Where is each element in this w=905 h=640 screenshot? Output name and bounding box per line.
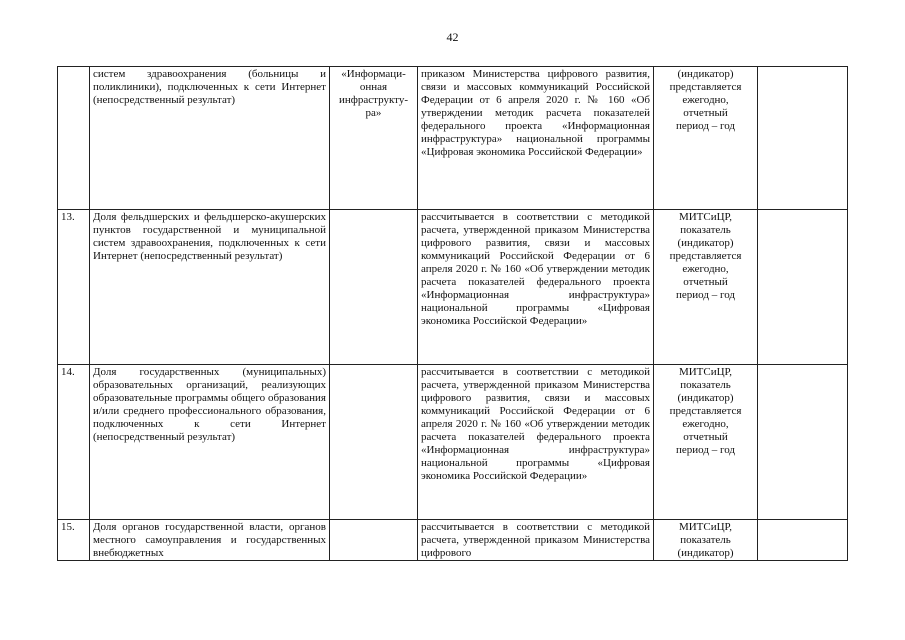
table-row xyxy=(58,67,848,210)
indicator-name: систем здравоохранения (больницы и поликлиники), подключенных к сети Интернет (непосредственный результат) xyxy=(90,67,330,210)
page-number: 42 xyxy=(446,30,459,44)
empty-cell xyxy=(758,67,848,210)
calculation-method: рассчитывается в соответствии с методикой расчета, утвержденной приказом Министерства цифрового xyxy=(418,520,654,561)
indicator-name: Доля фельдшерских и фельдшерско-акушерских пунктов государственной и муниципальной систем здравоохранения, подключенных к сети Интернет (непосредственный результат) xyxy=(90,210,330,365)
indicator-name: Доля органов государственной власти, органов местного самоуправления и государственных внебюджетных xyxy=(90,520,330,561)
source-project: «Информаци- онная инфраструкту- ра» xyxy=(330,67,418,210)
indicator-name: Доля государственных (муниципальных) образовательных организаций, реализующих образовательные программы общего образования и/или среднего профессионального образования, подключенных к сети Интернет (непосредственный результат) xyxy=(90,365,330,520)
row-number: 15. xyxy=(58,520,90,561)
calculation-method: рассчитывается в соответствии с методикой расчета, утвержденной приказом Министерства цифрового развития, связи и массовых коммуникаций Российской Федерации от 6 апреля 2020 г. № 160 «Об утверждении методик расчета показателей федерального проекта «Информационная инфраструктура» национальной программы «Цифровая экономика Российской Федерации» xyxy=(418,365,654,520)
table-row xyxy=(58,520,848,561)
table-row xyxy=(58,365,848,520)
calculation-method: приказом Министерства цифрового развития, связи и массовых коммуникаций Российской Федерации от 6 апреля 2020 г. № 160 «Об утверждении методик расчета показателей федерального проекта «Информационная инфраструктура» национальной программы «Цифровая экономика Российской Федерации» xyxy=(418,67,654,210)
row-number: 14. xyxy=(58,365,90,520)
responsible-and-frequency: (индикатор) представляется ежегодно, отчетный период – год xyxy=(654,67,758,210)
responsible-and-frequency: МИТСиЦР, показатель (индикатор) представляется ежегодно, отчетный период – год xyxy=(654,210,758,365)
responsible-and-frequency: МИТСиЦР, показатель (индикатор) xyxy=(654,520,758,561)
source-project xyxy=(330,210,418,365)
empty-cell xyxy=(758,210,848,365)
source-project xyxy=(330,520,418,561)
row-number xyxy=(58,67,90,210)
table-row xyxy=(58,210,848,365)
calculation-method: рассчитывается в соответствии с методикой расчета, утвержденной приказом Министерства цифрового развития, связи и массовых коммуникаций Российской Федерации от 6 апреля 2020 г. № 160 «Об утверждении методик расчета показателей федерального проекта «Информационная инфраструктура» национальной программы «Цифровая экономика Российской Федерации» xyxy=(418,210,654,365)
row-number: 13. xyxy=(58,210,90,365)
empty-cell xyxy=(758,365,848,520)
source-project xyxy=(330,365,418,520)
empty-cell xyxy=(758,520,848,561)
indicators-table xyxy=(57,66,848,561)
responsible-and-frequency: МИТСиЦР, показатель (индикатор) представляется ежегодно, отчетный период – год xyxy=(654,365,758,520)
